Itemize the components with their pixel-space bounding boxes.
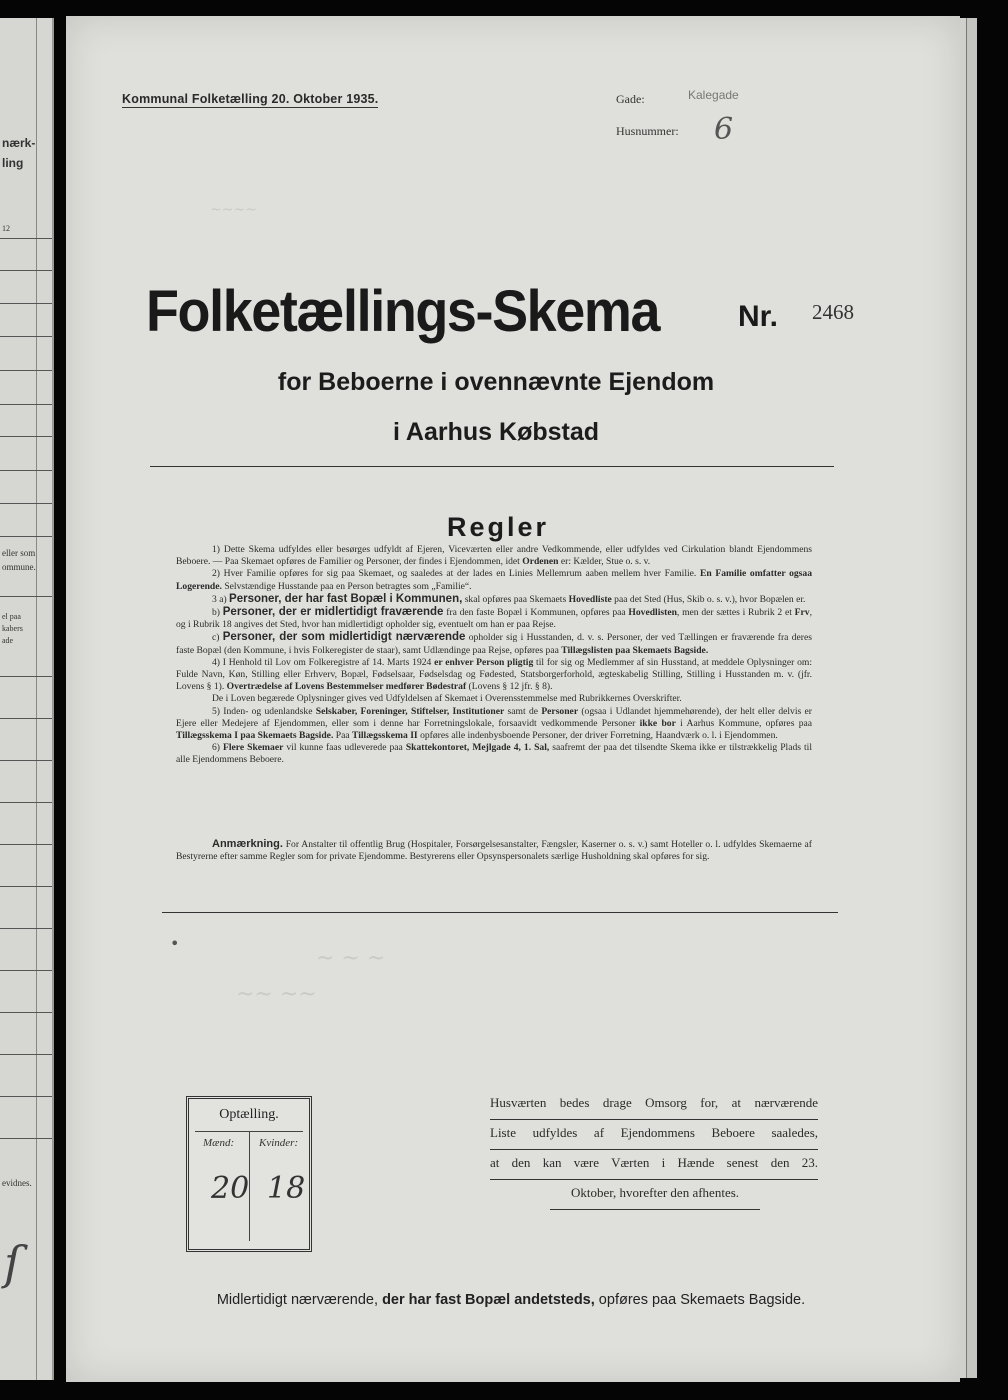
rule-4: 4) I Henhold til Lov om Folkeregistre af 14. Marts 1924 er enhver Person pligtig til for sig og Medlemmer af sin Husstand, at meddele Oplysninger om: Fulde Navn, Køn, Stilling eller Erhverv, Bopæl, Fødselsaar, Fødselsdag og Fødested, Statsborgerforhold, ægteskabelig Stilling, Stilling i Husstanden m. v. (jfr. Lovens § 1). Overtrædelse af Lovens Bestemmelser medfører Bødestraf (Lovens § 12 jfr. § 8). [176, 656, 812, 693]
divider [150, 466, 834, 467]
count-box [186, 1096, 312, 1252]
rule-3b: b) Personer, der er midlertidigt fraværende fra den faste Bopæl i Kommunen, opføres paa Hovedlisten, men der sættes i Rubrik 2 et Frv, og i Rubrik 18 angives det Sted, hvor han midlertidigt opholder sig, eventuelt om han er paa Rejse. [176, 606, 812, 631]
form-subtitle: for Beboerne i ovennævnte Ejendom [277, 368, 715, 396]
left-fragment-5: ommune. [2, 562, 36, 572]
census-header: Kommunal Folketælling 20. Oktober 1935. [122, 92, 379, 106]
page-edge [966, 18, 977, 1378]
left-fragment-2: ling [2, 156, 24, 170]
form-location: i Aarhus Købstad [392, 418, 600, 446]
census-form-page [66, 16, 960, 1382]
rule-2: 2) Hver Familie opføres for sig paa Skemaet, og saaledes at der lades en Linies Mellemrum aaben mellem hver Familie. En Familie omfatter ogsaa Logerende. Selvstændige Husstande paa en Person betragtes som „Familie“. [176, 568, 812, 592]
rules-heading: Regler [446, 512, 550, 542]
form-title: Folketællings-Skema [146, 279, 660, 344]
rule-3a: 3 a) Personer, der har fast Bopæl i Kommunen, skal opføres paa Skemaets Hovedliste paa det Sted (Hus, Skib o. s. v.), hvor Bopælen er. [212, 592, 806, 605]
women-count: 18 [267, 1171, 306, 1206]
remark-text: For Anstalter til offentlig Brug (Hospitaler, Forsørgelsesanstalter, Fængsler, Kaserner o. s. v.) samt Hoteller o. l. udfyldes Skemaerne af Bestyrerne efter samme Regler som for private Ejendomme. Bestyrerens eller Opsynspersonalets særlige Husholdning skal opføres for sig. [176, 839, 812, 863]
rules-text [176, 544, 812, 767]
remark-paragraph [176, 838, 812, 863]
left-fragment-4: eller som [2, 548, 36, 558]
bleed-through-text: ~~~~ [210, 202, 257, 218]
left-page-fragment [0, 18, 54, 1380]
left-fragment-9: evidnes. [2, 1178, 32, 1188]
ink-spot: • [170, 934, 180, 953]
notice-line-2: Liste udfyldes af Ejendommens Beboere saaledes, [490, 1122, 818, 1150]
rule-4-continued: De i Loven begærede Oplysninger gives ved Udfyldelsen af Skemaet i Overensstemmelse med Rubrikkernes Overskrifter. [212, 693, 682, 705]
remark-label: Anmærkning. [212, 838, 283, 850]
men-label: Mænd: [203, 1137, 235, 1149]
street-label: Gade: [616, 92, 645, 106]
rule-5: 5) Inden- og udenlandske Selskaber, Foreninger, Stiftelser, Institutioner samt de Personer (ogsaa i Udlandet hjemmehørende), der helt eller delvis er Ejere eller Medejere af Ejendommen, eller som i denne har Forretningslokale, forsaavidt vedkommende Personer ikke bor i Aarhus Kommune, opføres paa Tillægsskema I paa Skemaets Bagside. Paa Tillægsskema II opføres alle indenbysboende Personer, der driver Forretning, Haandværk o. l. i Ejendommen. [176, 705, 813, 742]
left-fragment-1: nærk- [2, 136, 36, 150]
left-fragment-6: el paa [2, 612, 21, 621]
house-number-label: Husnummer: [616, 124, 679, 138]
form-number-value: 2468 [812, 300, 854, 324]
left-fragment-3: 12 [2, 224, 10, 233]
notice-line-1: Husværten bedes drage Omsorg for, at nærværende [490, 1092, 818, 1120]
bleed-through-text: ~ ~ ~ [316, 946, 386, 971]
rule-1: 1) Dette Skema udfyldes eller besørges udfyldt af Ejeren, Viceværten eller andre Vedkommende, eller udfyldes ved Cirkulation blandt Ejendommens Beboere. — Paa Skemaet opføres de Familier og Personer, der findes i Ejendommen, idet Ordenen er: Kælder, Stue o. s. v. [176, 544, 812, 568]
notice-line-3: at den kan være Værten i Hænde senest den 23. [490, 1152, 818, 1180]
women-label: Kvinder: [259, 1137, 299, 1149]
divider [162, 912, 838, 913]
left-handwriting-mark: ſ [4, 1236, 22, 1290]
footer-note: Midlertidigt nærværende, der har fast Bopæl andetsteds, opføres paa Skemaets Bagside. [216, 1292, 806, 1308]
rule-3c: c) Personer, der som midlertidigt nærværende opholder sig i Husstanden, d. v. s. Personer, der ved Tællingen er fraværende fra deres faste Bopæl (den Kommune, i hvis Folkeregister de staar), samt Udlændinge paa Rejse, opføres paa Tillægslisten paa Skemaets Bagside. [176, 631, 812, 656]
left-fragment-8: ade [2, 636, 14, 645]
notice-line-4: Oktober, hvorefter den afhentes. [550, 1182, 760, 1210]
form-number-label: Nr. [738, 300, 779, 333]
left-fragment-7: kabers [2, 624, 23, 633]
count-title: Optælling. [219, 1107, 279, 1122]
landlord-notice [490, 1092, 818, 1212]
bleed-through-text: ~~ ~~ [236, 982, 317, 1007]
street-value: Kalegade [688, 88, 739, 102]
house-number-value: 6 [714, 112, 734, 147]
rule-6: 6) Flere Skemaer vil kunne faas udleverede paa Skattekontoret, Mejlgade 4, 1. Sal, saafremt der paa det tilsendte Skema ikke er tilstrækkelig Plads til alle Ejendommens Beboere. [176, 742, 812, 766]
men-count: 20 [211, 1171, 250, 1206]
